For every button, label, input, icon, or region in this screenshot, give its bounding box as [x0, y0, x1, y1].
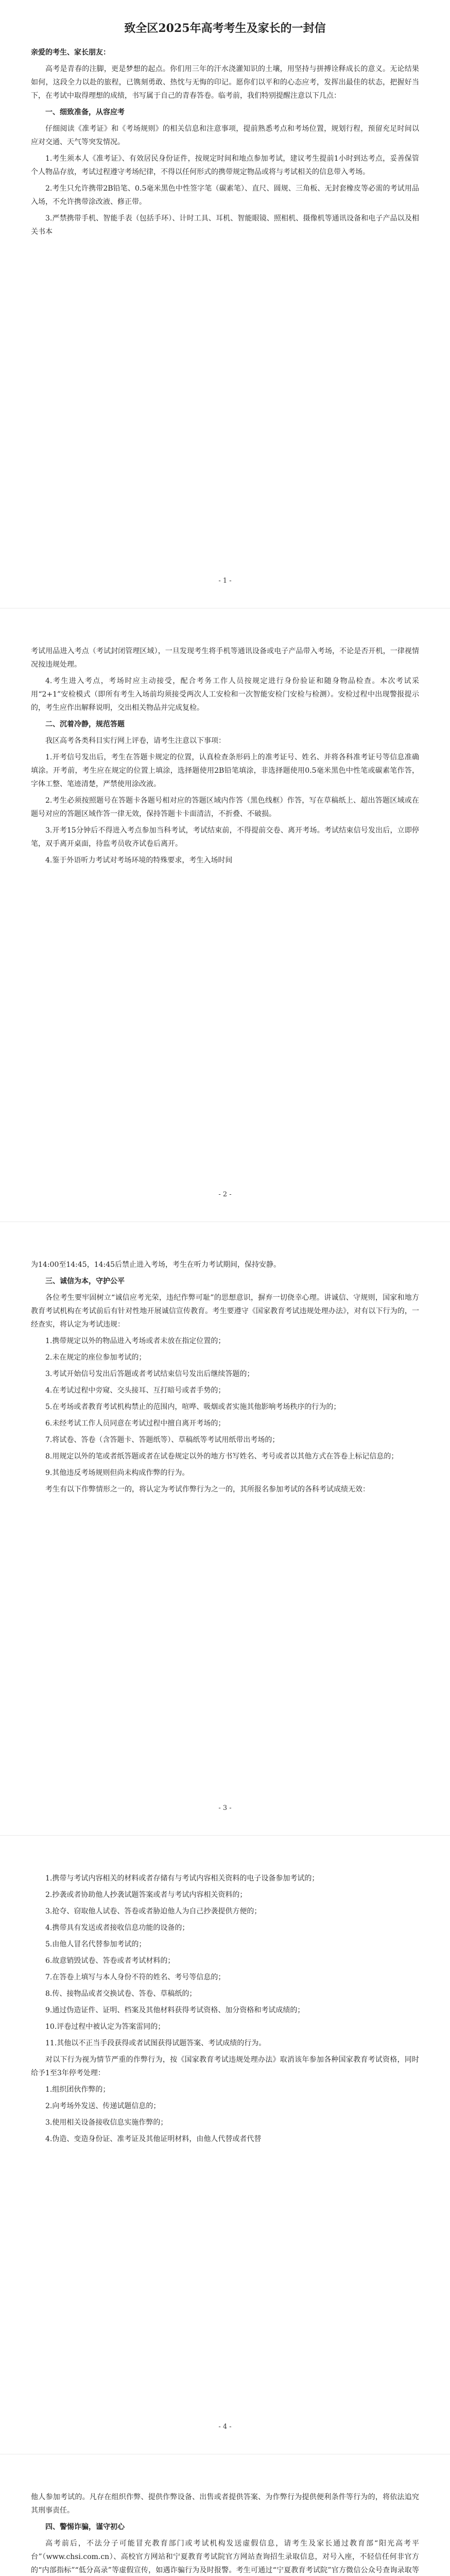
section-heading: 二、沉着冷静，规范答题: [45, 720, 125, 728]
list-item: 2.未在规定的座位参加考试的；: [45, 1353, 146, 1362]
list-item: 11.其他以不正当手段获得或者试图获得试题答案、考试成绩的行为。: [45, 2039, 266, 2047]
page-3: [0, 1222, 450, 1835]
page-number: - 3 -: [218, 1804, 232, 1812]
paragraph: 仔细阅读《准考证》和《考场规则》的相关信息和注意事项，提前熟悉考点和考场位置，规划行程，预留充足时间以应对交通、天气等突发情况。: [31, 125, 419, 146]
list-item: 4.携带具有发送或者接收信息功能的设备的；: [45, 1924, 189, 1932]
paragraph: 对以下行为视为情节严重的作弊行为，按《国家教育考试违规处理办法》取消该年参加各种国家教育考试资格，同时给予1至3年停考处理：: [31, 2056, 419, 2077]
list-item: 10.评卷过程中被认定为答案雷同的；: [45, 2023, 165, 2031]
list-item: 1.携带与考试内容相关的材料或者存储有与考试内容相关资料的电子设备参加考试的；: [45, 1874, 319, 1883]
page-number: - 4 -: [218, 2423, 232, 2431]
list-item: 2.抄袭或者协助他人抄袭试题答案或者与考试内容相关资料的；: [45, 1891, 247, 1899]
paragraph: 为14:00至14:45，14:45后禁止进入考场，考生在听力考试期间，保持安静。: [31, 1261, 281, 1269]
list-item: 9.其他违反考场规则但尚未构成作弊的行为。: [45, 1469, 189, 1477]
list-item: 8.传、接物品或者交换试卷、答卷、草稿纸的；: [45, 1990, 197, 1998]
section-heading: 一、细致准备，从容应考: [45, 108, 125, 116]
list-item: 9.通过伪造证件、证明、档案及其他材料获得考试资格、加分资格和考试成绩的；: [45, 2006, 305, 2014]
list-item: 5.由他人冒名代替参加考试的；: [45, 1940, 146, 1948]
letter-title: 致全区2025年高考考生及家长的一封信: [124, 22, 326, 35]
page-4: [0, 1836, 450, 2454]
greeting: 亲爱的考生、家长朋友：: [31, 48, 110, 57]
list-item: 7.在答卷上填写与本人身份不符的姓名、考号等信息的；: [45, 1973, 226, 1981]
list-item: 3.抢夺、窃取他人试卷、答卷或者胁迫他人为自己抄袭提供方便的；: [45, 1907, 262, 1916]
paragraph: 他人参加考试的。凡存在组织作弊、提供作弊设备、出售或者提供答案、为作弊行为提供便利条件等行为的，将依法追究其刑事责任。: [31, 2493, 419, 2515]
page-5: [0, 2454, 450, 2576]
paragraph: 考试用品进入考点（考试封闭管理区域），一旦发现考生将手机等通讯设备或电子产品带入考场，不论是否开机，一律视情况按违规处理。: [31, 647, 419, 669]
list-item: 4.在考试过程中旁窥、交头接耳、互打暗号或者手势的；: [45, 1386, 226, 1395]
paragraph: 3.严禁携带手机、智能手表（包括手环）、计时工具、耳机、智能眼镜、照相机、摄像机等通讯设备和电子产品以及相关书本: [31, 214, 419, 236]
section-heading: 三、诚信为本，守护公平: [45, 1277, 125, 1285]
list-item: 3.考试开始信号发出后答题或者考试结束信号发出后继续答题的；: [45, 1370, 254, 1378]
paragraph: 1.考生须本人《准考证》、有效居民身份证件，按规定时间和地点参加考试，建议考生提前1小时到达考点，妥善保管个人物品存放，考试过程遵守考场纪律，不得以任何形式的携带规定物品或将与考试相关的信息带入考场。: [31, 155, 419, 176]
paragraph: 4.考生进入考点，考场时应主动接受，配合考务工作人员按规定进行身份验证和随身物品检查。本次考试采用“2+1”安检模式（即所有考生入场前均须接受两次人工安检和一次智能安检门安检与检测）。安检过程中出现警报提示的，考生应作出解释说明，交出相关物品并完成复检。: [31, 677, 419, 712]
list-item: 6.故意销毁试卷、答卷或者考试材料的；: [45, 1957, 175, 1965]
paragraph: 2.考生必须按照题号在答题卡各题号相对应的答题区域内作答（黑色线框）作答，写在草稿纸上、超出答题区域或在题号对应的答题区域作答一律无效，保持答题卡卡面清洁，不折叠、不破损。: [31, 796, 419, 818]
list-item: 5.在考场或者教育考试机构禁止的范围内，喧哗、吸烟或者实施其他影响考场秩序的行为的；: [45, 1403, 341, 1411]
paragraph: 3.开考15分钟后不得进入考点参加当科考试，考试结束前，不得提前交卷、离开考场。考试结束信号发出后，立即停笔，双手离开桌面，待监考员收齐试卷后离开。: [31, 826, 419, 848]
list-item: 7.将试卷、答卷（含答题卡、答题纸等）、草稿纸等考试用纸带出考场的；: [45, 1436, 280, 1444]
list-item: 2.向考场外发送、传递试题信息的；: [45, 2102, 161, 2110]
paragraph: 1.开考信号发出后，考生在答题卡规定的位置，认真检查条形码上的准考证号、姓名、并将各科准考证号等信息准确填涂。开考前，考生应在规定的位置上填涂，选择题使用2B铅笔填涂，非选择题使用0.5毫米黑色中性笔或碳素笔作答，字体工整、笔迹清楚，严禁使用涂改液。: [31, 753, 419, 788]
paragraph: 高考是青春的注脚，更是梦想的起点。你们用三年的汗水浇灌知识的土壤，用坚持与拼搏诠释成长的意义。无论结果如何，这段全力以赴的旅程，已镌刻勇敢、热忱与无悔的印记。愿你们以平和的心态应考，发挥出最佳的状态，把握好当下，在考试中取得理想的成绩，书写属于自己的青春答卷。临考前，我们特别提醒注意以下几点：: [31, 65, 419, 100]
paragraph: 各位考生要牢固树立“诚信应考光荣，违纪作弊可耻”的思想意识，摒弃一切侥幸心理。讲诚信、守规则，国家和地方教育考试机构在考试前后有针对性地开展诚信宣传教育。考生要遵守《国家教育考试违规处理办法》，对有以下行为的，一经查实，将认定为考试违规：: [31, 1294, 419, 1329]
list-item: 6.未经考试工作人员同意在考试过程中擅自离开考场的；: [45, 1419, 226, 1428]
paragraph: 高考前后，不法分子可能冒充教育部门或考试机构发送虚假信息，请考生及家长通过教育部“阳光高考平台”（www.chsi.com.cn）、高校官方网站和宁夏教育考试院官方网站查询招生录取信息，对号入座，不轻信任何非官方的“内部指标”“低分高录”等虚假宣传，如遇诈骗行为及时报警。考生可通过“宁夏教育考试院”官方微信公众号查询录取等: [31, 2539, 419, 2574]
page-2: [0, 608, 450, 1222]
list-item: 3.使用相关设备接收信息实施作弊的；: [45, 2119, 168, 2127]
list-item: 4.伪造、变造身份证、准考证及其他证明材料，由他人代替或者代替: [45, 2135, 262, 2143]
section-heading: 四、警惕诈骗，谨守初心: [45, 2523, 125, 2531]
list-item: 1.携带规定以外的物品进入考场或者未放在指定位置的；: [45, 1337, 226, 1345]
paragraph: 我区高考各类科目实行网上评卷，请考生注意以下事项：: [45, 737, 226, 745]
list-item: 1.组织团伙作弊的；: [45, 2086, 110, 2094]
paragraph: 2.考生只允许携带2B铅笔、0.5毫米黑色中性签字笔（碳素笔）、直尺、圆规、三角板、无封套橡皮等必需的考试用品入场，不允许携带涂改液、修正带。: [31, 184, 419, 206]
paragraph: 考生有以下作弊情形之一的，将认定为考试作弊行为之一的，其所报名参加考试的各科考试成绩无效：: [45, 1485, 370, 1494]
page-number: - 2 -: [218, 1191, 232, 1198]
list-item: 8.用规定以外的笔或者纸答题或者在试卷规定以外的地方书写姓名、考号或者以其他方式在答卷上标记信息的；: [45, 1452, 399, 1461]
page-1: [0, 0, 450, 608]
paragraph: 4.鉴于外语听力考试对考场环境的特殊要求，考生入场时间: [45, 856, 233, 865]
page-number: - 1 -: [218, 577, 232, 585]
